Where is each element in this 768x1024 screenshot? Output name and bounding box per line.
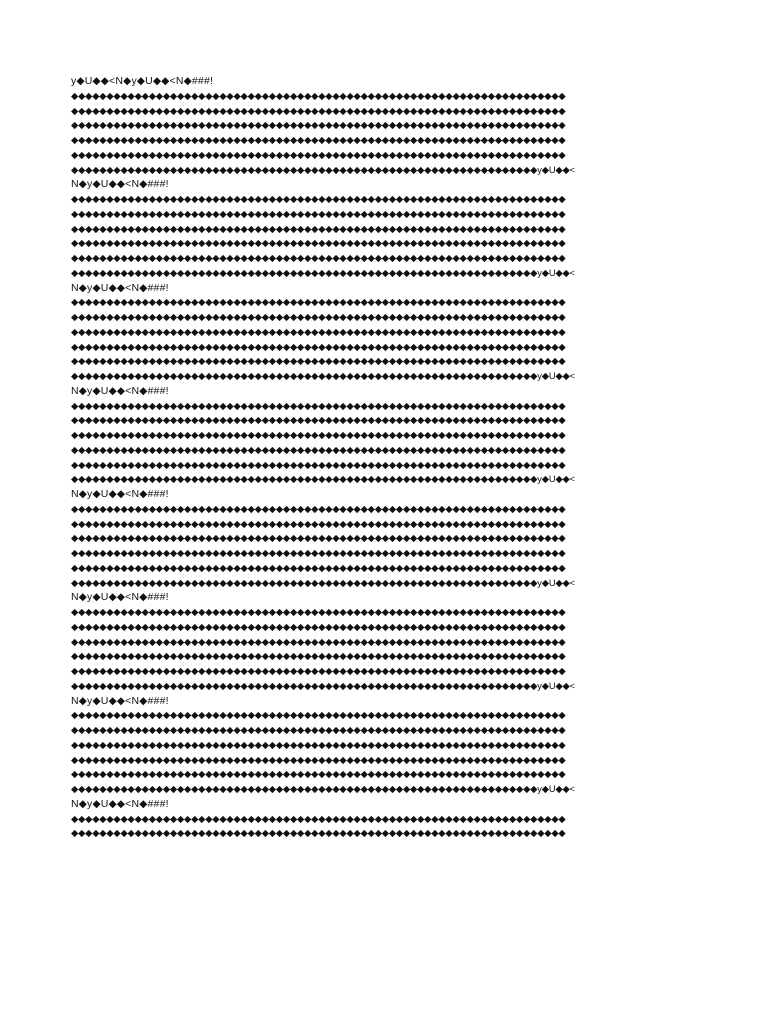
diamond-line: ◆◆◆◆◆◆◆◆◆◆◆◆◆◆◆◆◆◆◆◆◆◆◆◆◆◆◆◆◆◆◆◆◆◆◆◆◆◆◆◆◆◆◆◆◆◆◆◆◆◆◆◆◆◆◆◆◆◆◆◆◆◆◆◆◆◆◆◆◆◆ [71, 149, 566, 160]
diamond-line: ◆◆◆◆◆◆◆◆◆◆◆◆◆◆◆◆◆◆◆◆◆◆◆◆◆◆◆◆◆◆◆◆◆◆◆◆◆◆◆◆◆◆◆◆◆◆◆◆◆◆◆◆◆◆◆◆◆◆◆◆◆◆◆◆◆◆◆◆◆◆ [71, 828, 566, 839]
paragraph-end-line: ◆◆◆◆◆◆◆◆◆◆◆◆◆◆◆◆◆◆◆◆◆◆◆◆◆◆◆◆◆◆◆◆◆◆◆◆◆◆◆◆◆◆◆◆◆◆◆◆◆◆◆◆◆◆◆◆◆◆◆◆◆◆◆◆◆◆y◆U◆◆< [71, 680, 575, 691]
diamond-line: ◆◆◆◆◆◆◆◆◆◆◆◆◆◆◆◆◆◆◆◆◆◆◆◆◆◆◆◆◆◆◆◆◆◆◆◆◆◆◆◆◆◆◆◆◆◆◆◆◆◆◆◆◆◆◆◆◆◆◆◆◆◆◆◆◆◆◆◆◆◆ [71, 621, 566, 632]
diamond-line: ◆◆◆◆◆◆◆◆◆◆◆◆◆◆◆◆◆◆◆◆◆◆◆◆◆◆◆◆◆◆◆◆◆◆◆◆◆◆◆◆◆◆◆◆◆◆◆◆◆◆◆◆◆◆◆◆◆◆◆◆◆◆◆◆◆◆◆◆◆◆ [71, 208, 566, 219]
diamond-line: ◆◆◆◆◆◆◆◆◆◆◆◆◆◆◆◆◆◆◆◆◆◆◆◆◆◆◆◆◆◆◆◆◆◆◆◆◆◆◆◆◆◆◆◆◆◆◆◆◆◆◆◆◆◆◆◆◆◆◆◆◆◆◆◆◆◆◆◆◆◆ [71, 444, 566, 455]
paragraph-end-line: ◆◆◆◆◆◆◆◆◆◆◆◆◆◆◆◆◆◆◆◆◆◆◆◆◆◆◆◆◆◆◆◆◆◆◆◆◆◆◆◆◆◆◆◆◆◆◆◆◆◆◆◆◆◆◆◆◆◆◆◆◆◆◆◆◆◆y◆U◆◆< [71, 267, 575, 278]
continuation-line: N◆y◆U◆◆<N◆###! [71, 488, 169, 500]
diamond-line: ◆◆◆◆◆◆◆◆◆◆◆◆◆◆◆◆◆◆◆◆◆◆◆◆◆◆◆◆◆◆◆◆◆◆◆◆◆◆◆◆◆◆◆◆◆◆◆◆◆◆◆◆◆◆◆◆◆◆◆◆◆◆◆◆◆◆◆◆◆◆ [71, 503, 566, 514]
diamond-line: ◆◆◆◆◆◆◆◆◆◆◆◆◆◆◆◆◆◆◆◆◆◆◆◆◆◆◆◆◆◆◆◆◆◆◆◆◆◆◆◆◆◆◆◆◆◆◆◆◆◆◆◆◆◆◆◆◆◆◆◆◆◆◆◆◆◆◆◆◆◆ [71, 105, 566, 116]
diamond-line: ◆◆◆◆◆◆◆◆◆◆◆◆◆◆◆◆◆◆◆◆◆◆◆◆◆◆◆◆◆◆◆◆◆◆◆◆◆◆◆◆◆◆◆◆◆◆◆◆◆◆◆◆◆◆◆◆◆◆◆◆◆◆◆◆◆◆◆◆◆◆ [71, 400, 566, 411]
paragraph-end-line: ◆◆◆◆◆◆◆◆◆◆◆◆◆◆◆◆◆◆◆◆◆◆◆◆◆◆◆◆◆◆◆◆◆◆◆◆◆◆◆◆◆◆◆◆◆◆◆◆◆◆◆◆◆◆◆◆◆◆◆◆◆◆◆◆◆◆y◆U◆◆< [71, 371, 575, 381]
diamond-line: ◆◆◆◆◆◆◆◆◆◆◆◆◆◆◆◆◆◆◆◆◆◆◆◆◆◆◆◆◆◆◆◆◆◆◆◆◆◆◆◆◆◆◆◆◆◆◆◆◆◆◆◆◆◆◆◆◆◆◆◆◆◆◆◆◆◆◆◆◆◆ [71, 430, 566, 440]
diamond-line: ◆◆◆◆◆◆◆◆◆◆◆◆◆◆◆◆◆◆◆◆◆◆◆◆◆◆◆◆◆◆◆◆◆◆◆◆◆◆◆◆◆◆◆◆◆◆◆◆◆◆◆◆◆◆◆◆◆◆◆◆◆◆◆◆◆◆◆◆◆◆ [71, 194, 566, 204]
diamond-line: ◆◆◆◆◆◆◆◆◆◆◆◆◆◆◆◆◆◆◆◆◆◆◆◆◆◆◆◆◆◆◆◆◆◆◆◆◆◆◆◆◆◆◆◆◆◆◆◆◆◆◆◆◆◆◆◆◆◆◆◆◆◆◆◆◆◆◆◆◆◆ [71, 562, 566, 573]
diamond-line: ◆◆◆◆◆◆◆◆◆◆◆◆◆◆◆◆◆◆◆◆◆◆◆◆◆◆◆◆◆◆◆◆◆◆◆◆◆◆◆◆◆◆◆◆◆◆◆◆◆◆◆◆◆◆◆◆◆◆◆◆◆◆◆◆◆◆◆◆◆◆ [71, 135, 566, 145]
diamond-line: ◆◆◆◆◆◆◆◆◆◆◆◆◆◆◆◆◆◆◆◆◆◆◆◆◆◆◆◆◆◆◆◆◆◆◆◆◆◆◆◆◆◆◆◆◆◆◆◆◆◆◆◆◆◆◆◆◆◆◆◆◆◆◆◆◆◆◆◆◆◆ [71, 739, 566, 750]
continuation-line: N◆y◆U◆◆<N◆###! [71, 281, 169, 294]
continuation-line: N◆y◆U◆◆<N◆###! [71, 797, 169, 810]
continuation-line: N◆y◆U◆◆<N◆###! [71, 591, 169, 604]
diamond-line: ◆◆◆◆◆◆◆◆◆◆◆◆◆◆◆◆◆◆◆◆◆◆◆◆◆◆◆◆◆◆◆◆◆◆◆◆◆◆◆◆◆◆◆◆◆◆◆◆◆◆◆◆◆◆◆◆◆◆◆◆◆◆◆◆◆◆◆◆◆◆ [71, 238, 566, 249]
diamond-line: ◆◆◆◆◆◆◆◆◆◆◆◆◆◆◆◆◆◆◆◆◆◆◆◆◆◆◆◆◆◆◆◆◆◆◆◆◆◆◆◆◆◆◆◆◆◆◆◆◆◆◆◆◆◆◆◆◆◆◆◆◆◆◆◆◆◆◆◆◆◆ [71, 297, 566, 308]
diamond-line: ◆◆◆◆◆◆◆◆◆◆◆◆◆◆◆◆◆◆◆◆◆◆◆◆◆◆◆◆◆◆◆◆◆◆◆◆◆◆◆◆◆◆◆◆◆◆◆◆◆◆◆◆◆◆◆◆◆◆◆◆◆◆◆◆◆◆◆◆◆◆ [71, 341, 566, 352]
diamond-line: ◆◆◆◆◆◆◆◆◆◆◆◆◆◆◆◆◆◆◆◆◆◆◆◆◆◆◆◆◆◆◆◆◆◆◆◆◆◆◆◆◆◆◆◆◆◆◆◆◆◆◆◆◆◆◆◆◆◆◆◆◆◆◆◆◆◆◆◆◆◆ [71, 326, 566, 337]
paragraph-end-line: ◆◆◆◆◆◆◆◆◆◆◆◆◆◆◆◆◆◆◆◆◆◆◆◆◆◆◆◆◆◆◆◆◆◆◆◆◆◆◆◆◆◆◆◆◆◆◆◆◆◆◆◆◆◆◆◆◆◆◆◆◆◆◆◆◆◆y◆U◆◆< [71, 784, 575, 794]
diamond-line: ◆◆◆◆◆◆◆◆◆◆◆◆◆◆◆◆◆◆◆◆◆◆◆◆◆◆◆◆◆◆◆◆◆◆◆◆◆◆◆◆◆◆◆◆◆◆◆◆◆◆◆◆◆◆◆◆◆◆◆◆◆◆◆◆◆◆◆◆◆◆ [71, 754, 566, 765]
diamond-line: ◆◆◆◆◆◆◆◆◆◆◆◆◆◆◆◆◆◆◆◆◆◆◆◆◆◆◆◆◆◆◆◆◆◆◆◆◆◆◆◆◆◆◆◆◆◆◆◆◆◆◆◆◆◆◆◆◆◆◆◆◆◆◆◆◆◆◆◆◆◆ [71, 725, 566, 735]
diamond-line: ◆◆◆◆◆◆◆◆◆◆◆◆◆◆◆◆◆◆◆◆◆◆◆◆◆◆◆◆◆◆◆◆◆◆◆◆◆◆◆◆◆◆◆◆◆◆◆◆◆◆◆◆◆◆◆◆◆◆◆◆◆◆◆◆◆◆◆◆◆◆ [71, 710, 566, 721]
diamond-line: ◆◆◆◆◆◆◆◆◆◆◆◆◆◆◆◆◆◆◆◆◆◆◆◆◆◆◆◆◆◆◆◆◆◆◆◆◆◆◆◆◆◆◆◆◆◆◆◆◆◆◆◆◆◆◆◆◆◆◆◆◆◆◆◆◆◆◆◆◆◆ [71, 312, 566, 322]
diamond-line: ◆◆◆◆◆◆◆◆◆◆◆◆◆◆◆◆◆◆◆◆◆◆◆◆◆◆◆◆◆◆◆◆◆◆◆◆◆◆◆◆◆◆◆◆◆◆◆◆◆◆◆◆◆◆◆◆◆◆◆◆◆◆◆◆◆◆◆◆◆◆ [71, 607, 566, 617]
document-body [71, 74, 699, 841]
diamond-line: ◆◆◆◆◆◆◆◆◆◆◆◆◆◆◆◆◆◆◆◆◆◆◆◆◆◆◆◆◆◆◆◆◆◆◆◆◆◆◆◆◆◆◆◆◆◆◆◆◆◆◆◆◆◆◆◆◆◆◆◆◆◆◆◆◆◆◆◆◆◆ [71, 253, 566, 263]
diamond-line: ◆◆◆◆◆◆◆◆◆◆◆◆◆◆◆◆◆◆◆◆◆◆◆◆◆◆◆◆◆◆◆◆◆◆◆◆◆◆◆◆◆◆◆◆◆◆◆◆◆◆◆◆◆◆◆◆◆◆◆◆◆◆◆◆◆◆◆◆◆◆ [71, 651, 566, 662]
diamond-line: ◆◆◆◆◆◆◆◆◆◆◆◆◆◆◆◆◆◆◆◆◆◆◆◆◆◆◆◆◆◆◆◆◆◆◆◆◆◆◆◆◆◆◆◆◆◆◆◆◆◆◆◆◆◆◆◆◆◆◆◆◆◆◆◆◆◆◆◆◆◆ [71, 356, 566, 367]
diamond-line: ◆◆◆◆◆◆◆◆◆◆◆◆◆◆◆◆◆◆◆◆◆◆◆◆◆◆◆◆◆◆◆◆◆◆◆◆◆◆◆◆◆◆◆◆◆◆◆◆◆◆◆◆◆◆◆◆◆◆◆◆◆◆◆◆◆◆◆◆◆◆ [71, 518, 566, 529]
diamond-line: ◆◆◆◆◆◆◆◆◆◆◆◆◆◆◆◆◆◆◆◆◆◆◆◆◆◆◆◆◆◆◆◆◆◆◆◆◆◆◆◆◆◆◆◆◆◆◆◆◆◆◆◆◆◆◆◆◆◆◆◆◆◆◆◆◆◆◆◆◆◆ [71, 533, 566, 544]
paragraph-end-line: ◆◆◆◆◆◆◆◆◆◆◆◆◆◆◆◆◆◆◆◆◆◆◆◆◆◆◆◆◆◆◆◆◆◆◆◆◆◆◆◆◆◆◆◆◆◆◆◆◆◆◆◆◆◆◆◆◆◆◆◆◆◆◆◆◆◆y◆U◆◆< [71, 577, 575, 588]
diamond-line: ◆◆◆◆◆◆◆◆◆◆◆◆◆◆◆◆◆◆◆◆◆◆◆◆◆◆◆◆◆◆◆◆◆◆◆◆◆◆◆◆◆◆◆◆◆◆◆◆◆◆◆◆◆◆◆◆◆◆◆◆◆◆◆◆◆◆◆◆◆◆ [71, 548, 566, 558]
diamond-line: ◆◆◆◆◆◆◆◆◆◆◆◆◆◆◆◆◆◆◆◆◆◆◆◆◆◆◆◆◆◆◆◆◆◆◆◆◆◆◆◆◆◆◆◆◆◆◆◆◆◆◆◆◆◆◆◆◆◆◆◆◆◆◆◆◆◆◆◆◆◆ [71, 813, 566, 824]
continuation-line: N◆y◆U◆◆<N◆###! [71, 178, 169, 191]
first-line: y◆U◆◆<N◆y◆U◆◆<N◆###! [71, 75, 214, 87]
diamond-line: ◆◆◆◆◆◆◆◆◆◆◆◆◆◆◆◆◆◆◆◆◆◆◆◆◆◆◆◆◆◆◆◆◆◆◆◆◆◆◆◆◆◆◆◆◆◆◆◆◆◆◆◆◆◆◆◆◆◆◆◆◆◆◆◆◆◆◆◆◆◆ [71, 636, 566, 647]
diamond-line: ◆◆◆◆◆◆◆◆◆◆◆◆◆◆◆◆◆◆◆◆◆◆◆◆◆◆◆◆◆◆◆◆◆◆◆◆◆◆◆◆◆◆◆◆◆◆◆◆◆◆◆◆◆◆◆◆◆◆◆◆◆◆◆◆◆◆◆◆◆◆ [71, 415, 566, 426]
diamond-line: ◆◆◆◆◆◆◆◆◆◆◆◆◆◆◆◆◆◆◆◆◆◆◆◆◆◆◆◆◆◆◆◆◆◆◆◆◆◆◆◆◆◆◆◆◆◆◆◆◆◆◆◆◆◆◆◆◆◆◆◆◆◆◆◆◆◆◆◆◆◆ [71, 666, 566, 676]
paragraph-end-line: ◆◆◆◆◆◆◆◆◆◆◆◆◆◆◆◆◆◆◆◆◆◆◆◆◆◆◆◆◆◆◆◆◆◆◆◆◆◆◆◆◆◆◆◆◆◆◆◆◆◆◆◆◆◆◆◆◆◆◆◆◆◆◆◆◆◆y◆U◆◆< [71, 164, 575, 175]
paragraph-end-line: ◆◆◆◆◆◆◆◆◆◆◆◆◆◆◆◆◆◆◆◆◆◆◆◆◆◆◆◆◆◆◆◆◆◆◆◆◆◆◆◆◆◆◆◆◆◆◆◆◆◆◆◆◆◆◆◆◆◆◆◆◆◆◆◆◆◆y◆U◆◆< [71, 474, 575, 485]
diamond-line: ◆◆◆◆◆◆◆◆◆◆◆◆◆◆◆◆◆◆◆◆◆◆◆◆◆◆◆◆◆◆◆◆◆◆◆◆◆◆◆◆◆◆◆◆◆◆◆◆◆◆◆◆◆◆◆◆◆◆◆◆◆◆◆◆◆◆◆◆◆◆ [71, 459, 566, 470]
diamond-line: ◆◆◆◆◆◆◆◆◆◆◆◆◆◆◆◆◆◆◆◆◆◆◆◆◆◆◆◆◆◆◆◆◆◆◆◆◆◆◆◆◆◆◆◆◆◆◆◆◆◆◆◆◆◆◆◆◆◆◆◆◆◆◆◆◆◆◆◆◆◆ [71, 90, 566, 101]
diamond-line: ◆◆◆◆◆◆◆◆◆◆◆◆◆◆◆◆◆◆◆◆◆◆◆◆◆◆◆◆◆◆◆◆◆◆◆◆◆◆◆◆◆◆◆◆◆◆◆◆◆◆◆◆◆◆◆◆◆◆◆◆◆◆◆◆◆◆◆◆◆◆ [71, 223, 566, 234]
continuation-line: N◆y◆U◆◆<N◆###! [71, 384, 169, 397]
continuation-line: N◆y◆U◆◆<N◆###! [71, 694, 169, 707]
diamond-line: ◆◆◆◆◆◆◆◆◆◆◆◆◆◆◆◆◆◆◆◆◆◆◆◆◆◆◆◆◆◆◆◆◆◆◆◆◆◆◆◆◆◆◆◆◆◆◆◆◆◆◆◆◆◆◆◆◆◆◆◆◆◆◆◆◆◆◆◆◆◆ [71, 769, 566, 780]
diamond-line: ◆◆◆◆◆◆◆◆◆◆◆◆◆◆◆◆◆◆◆◆◆◆◆◆◆◆◆◆◆◆◆◆◆◆◆◆◆◆◆◆◆◆◆◆◆◆◆◆◆◆◆◆◆◆◆◆◆◆◆◆◆◆◆◆◆◆◆◆◆◆ [71, 120, 566, 131]
